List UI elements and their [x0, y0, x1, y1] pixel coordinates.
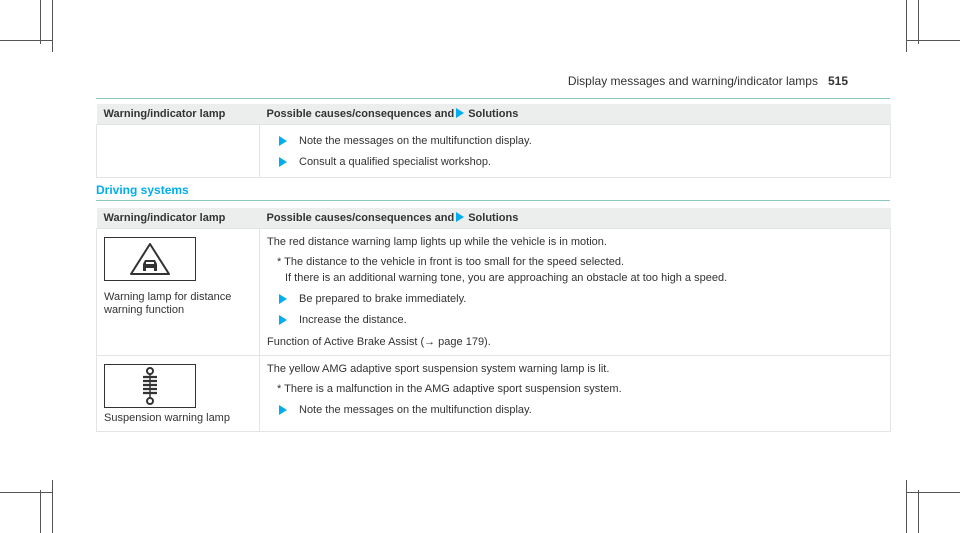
play-arrow-icon [279, 405, 287, 415]
crop-mark [52, 0, 53, 52]
crop-mark [906, 40, 960, 41]
warning-table-2 [96, 208, 891, 432]
list-item: Note the messages on the multifunction display. [277, 404, 883, 416]
table-header-row [97, 208, 891, 229]
crop-mark [40, 490, 41, 533]
crop-mark [906, 0, 907, 52]
causes-cell: The red distance warning lamp lights up while the vehicle is in motion. * The distance to the vehicle in front is too small for the speed selected. If there is an additional warning tone, you are approaching an obstacle at too high a speed. Be prepared to brake immediately. Increase the distance. Function of Active Brake Assist (→ page 179). [260, 229, 891, 356]
header-title: Display messages and warning/indicator lamps [567, 74, 818, 88]
col-head-causes: Possible causes/consequences and Solutions [260, 208, 891, 229]
col-head-causes: Possible causes/consequences and Solutions [260, 104, 891, 125]
warning-table-1 [96, 104, 891, 178]
col-head-lamp: Warning/indicator lamp [97, 104, 260, 125]
causes-cell: The yellow AMG adaptive sport suspension system warning lamp is lit. * There is a malfunction in the AMG adaptive sport suspension system. Note the messages on the multifunction display. [260, 356, 891, 432]
crop-mark [918, 0, 919, 44]
table-row [97, 229, 891, 356]
section-title: Driving systems [96, 183, 189, 197]
play-arrow-icon [279, 136, 287, 146]
col-head-lamp: Warning/indicator lamp [97, 208, 260, 229]
distance-warning-icon [128, 241, 172, 277]
function-reference: Function of Active Brake Assist (→ page 179). [267, 336, 491, 348]
play-arrow-icon [456, 108, 464, 118]
play-arrow-icon [456, 212, 464, 222]
list-item: Note the messages on the multifunction display. [277, 135, 883, 147]
lamp-cell [97, 229, 260, 356]
header-rule [96, 98, 890, 99]
play-arrow-icon [279, 157, 287, 167]
table-row [97, 125, 891, 178]
list-item: Be prepared to brake immediately. [277, 293, 883, 305]
play-arrow-icon [279, 294, 287, 304]
lamp-name: Suspension warning lamp [104, 412, 230, 424]
crop-mark [906, 480, 907, 533]
running-header [568, 74, 848, 88]
list-item: Increase the distance. [277, 314, 883, 326]
crop-mark [0, 492, 52, 493]
crop-mark [906, 492, 960, 493]
page-number: 515 [827, 74, 848, 88]
crop-mark [0, 40, 52, 41]
suspension-icon [140, 367, 160, 405]
distance-warning-lamp [104, 237, 196, 281]
suspension-warning-lamp [104, 364, 196, 408]
section-rule [96, 200, 890, 201]
crop-mark [52, 480, 53, 533]
list-item: Consult a qualified specialist workshop. [277, 156, 883, 168]
lamp-cell [97, 125, 260, 178]
lamp-cell [97, 356, 260, 432]
table-header-row [97, 104, 891, 125]
crop-mark [40, 0, 41, 44]
crop-mark [918, 490, 919, 533]
lamp-name: Warning lamp for distance warning function [104, 291, 232, 316]
table-row [97, 356, 891, 432]
causes-cell [260, 125, 891, 178]
play-arrow-icon [279, 315, 287, 325]
